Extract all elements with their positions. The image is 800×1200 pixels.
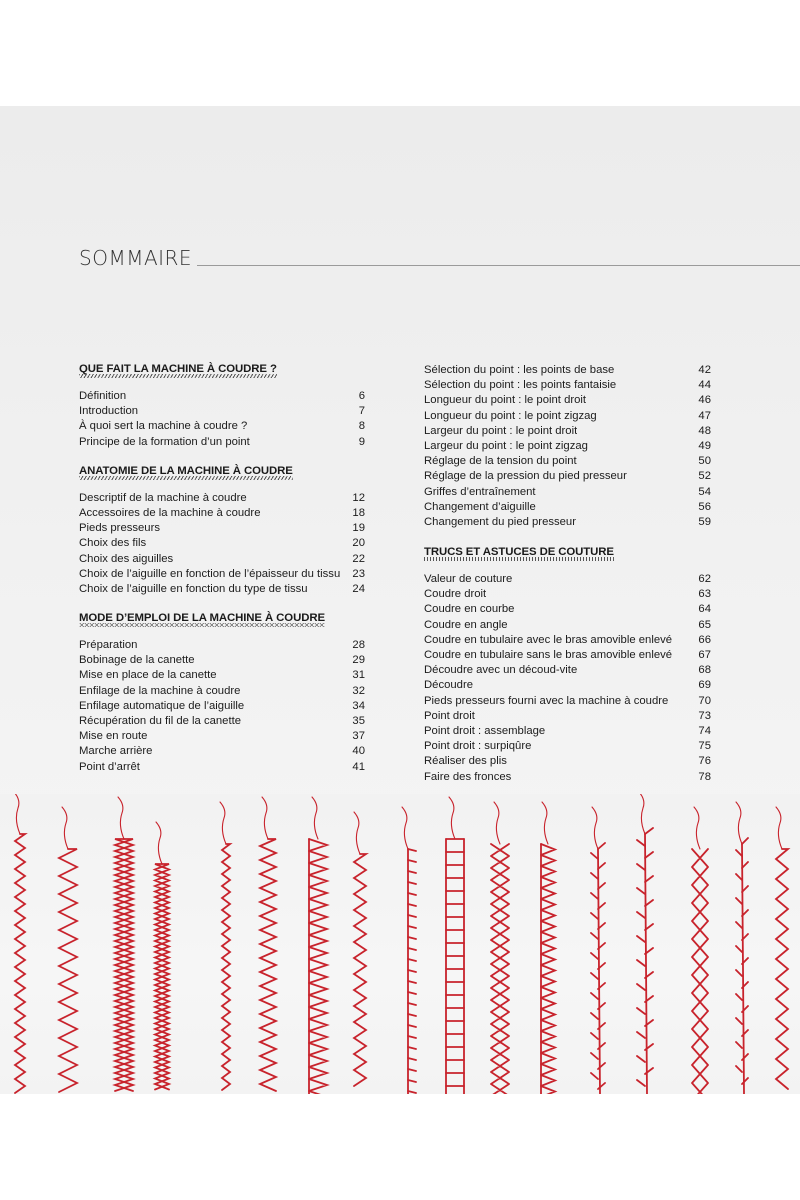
toc-entry-label: Coudre en angle <box>424 618 508 631</box>
stitch-column <box>776 807 788 1089</box>
toc-entry <box>79 684 365 699</box>
toc-entry-label: Choix de l’aiguille en fonction de l’épaisseur du tissu <box>79 567 341 580</box>
title-row <box>79 246 800 276</box>
toc-entry <box>79 729 365 744</box>
toc-entry-label: Point droit <box>424 709 475 722</box>
toc-entries <box>79 638 365 775</box>
toc-entry-label: Largeur du point : le point droit <box>424 424 578 437</box>
toc-entry-label: À quoi sert la machine à coudre ? <box>79 420 248 433</box>
toc-entry <box>424 363 711 378</box>
toc-entry <box>79 744 365 759</box>
toc-entry-page: 52 <box>698 470 711 483</box>
stitch-column <box>59 807 77 1092</box>
toc-entry-page: 68 <box>698 664 711 677</box>
toc-entry-page: 46 <box>698 394 711 407</box>
toc-entries <box>79 389 365 450</box>
toc-entry-label: Descriptif de la machine à coudre <box>79 491 247 504</box>
toc-entry-page: 29 <box>352 654 365 667</box>
toc-entry-label: Introduction <box>79 405 139 418</box>
toc-entry-label: Découdre avec un découd-vite <box>424 664 578 677</box>
toc-entry-label: Point droit : assemblage <box>424 724 546 737</box>
stitch-column <box>155 822 169 1090</box>
toc-section <box>79 612 365 775</box>
toc-entry-page: 23 <box>352 567 365 580</box>
toc-entry-page: 34 <box>352 699 365 712</box>
toc-entry-page: 37 <box>352 730 365 743</box>
section-title: ANATOMIE DE LA MACHINE À COUDRE <box>79 465 293 480</box>
toc-entry <box>424 485 711 500</box>
stitch-column <box>491 802 509 1094</box>
toc-entry-label: Coudre droit <box>424 588 487 601</box>
toc-entry <box>79 760 365 775</box>
toc-entry-label: Longueur du point : le point zigzag <box>424 409 597 422</box>
toc-entry-page: 24 <box>352 582 365 595</box>
toc-entry-page: 44 <box>698 379 711 392</box>
toc-entry <box>424 618 711 633</box>
toc-entry-page: 73 <box>698 709 711 722</box>
toc-entry-page: 56 <box>698 500 711 513</box>
toc-entry <box>424 663 711 678</box>
toc-entry <box>424 409 711 424</box>
toc-entry-label: Définition <box>79 390 127 402</box>
toc-entry <box>424 424 711 439</box>
toc-entry-page: 32 <box>352 684 365 697</box>
toc-entry-label: Pieds presseurs fourni avec la machine à coudre <box>424 694 669 707</box>
toc-entry-page: 76 <box>698 755 711 768</box>
toc-entry-page: 59 <box>698 515 711 528</box>
stitch-column <box>260 797 276 1091</box>
toc-entry-label: Longueur du point : le point droit <box>424 394 587 407</box>
toc-entry-label: Pieds presseurs <box>79 522 160 535</box>
stitch-column <box>14 794 25 1093</box>
toc-entry-page: 8 <box>358 420 365 433</box>
toc-entry-page: 62 <box>698 573 711 586</box>
toc-entry-label: Sélection du point : les points de base <box>424 364 615 376</box>
toc-entry <box>424 754 711 769</box>
section-title: MODE D’EMPLOI DE LA MACHINE À COUDRE <box>79 612 325 627</box>
stitch-column <box>309 797 327 1094</box>
toc-entry-page: 50 <box>698 455 711 468</box>
toc-entry-page: 70 <box>698 694 711 707</box>
toc-entry-page: 7 <box>358 405 365 418</box>
toc-entry <box>424 678 711 693</box>
toc-entry-page: 35 <box>352 715 365 727</box>
toc-entry <box>424 439 711 454</box>
toc-entry-page: 74 <box>698 724 711 737</box>
toc-entry-page: 9 <box>358 435 365 448</box>
toc-entry-page: 64 <box>698 603 711 616</box>
stitch-samples-photo <box>0 794 800 1094</box>
toc-entry <box>424 770 711 785</box>
toc-entry <box>79 653 365 668</box>
stitch-column <box>591 807 605 1094</box>
toc-entry-label: Bobinage de la canette <box>79 654 195 667</box>
toc-entry <box>424 739 711 754</box>
stitch-column <box>220 802 230 1090</box>
toc-entry-label: Sélection du point : les points fantaisie <box>424 379 617 392</box>
toc-entry-label: Choix des aiguilles <box>79 552 174 565</box>
toc-entry <box>424 393 711 408</box>
toc-section <box>79 465 365 597</box>
toc-entry <box>79 552 365 567</box>
toc-entry-label: Réglage de la pression du pied presseur <box>424 470 627 483</box>
toc-entry <box>79 506 365 521</box>
toc-section <box>424 363 711 530</box>
toc-entry-label: Accessoires de la machine à coudre <box>79 506 261 519</box>
toc-entry-label: Récupération du fil de la canette <box>79 715 242 727</box>
toc-entry-page: 67 <box>698 649 711 661</box>
toc-entry <box>424 572 711 587</box>
toc-entry-page: 69 <box>698 679 711 692</box>
toc-entry-label: Largeur du point : le point zigzag <box>424 439 588 452</box>
toc-entry <box>79 536 365 551</box>
toc-section <box>424 546 711 785</box>
toc-entry-label: Mise en route <box>79 730 148 743</box>
toc-entry-page: 31 <box>352 669 365 682</box>
toc-entry <box>79 419 365 434</box>
toc-entry <box>79 582 365 597</box>
toc-entry-page: 42 <box>698 364 711 376</box>
toc-entry <box>424 469 711 484</box>
toc-entry-page: 66 <box>698 633 711 646</box>
stitch-column <box>541 802 555 1094</box>
stitch-column <box>446 797 464 1094</box>
toc-entry-page: 40 <box>352 745 365 758</box>
toc-entry <box>79 638 365 653</box>
toc-entry-label: Découdre <box>424 679 473 692</box>
stitch-column <box>736 802 748 1094</box>
toc-entry-label: Marche arrière <box>79 745 153 758</box>
toc-entry-page: 78 <box>698 770 711 783</box>
toc-entry <box>424 694 711 709</box>
toc-entry <box>424 587 711 602</box>
toc-entry-label: Point droit : surpiqûre <box>424 740 532 753</box>
toc-entry-page: 28 <box>352 639 365 652</box>
toc-entry-page: 49 <box>698 439 711 452</box>
toc-entry-label: Enfilage automatique de l’aiguille <box>79 699 245 712</box>
toc-entry <box>79 389 365 404</box>
page-area <box>0 106 800 1094</box>
toc-entry-page: 48 <box>698 424 711 437</box>
toc-entry <box>79 567 365 582</box>
toc-entry-page: 63 <box>698 588 711 601</box>
toc-entry-label: Préparation <box>79 639 138 652</box>
toc-entry-label: Point d’arrêt <box>79 760 140 773</box>
toc-entries <box>424 572 711 785</box>
toc-entry-page: 47 <box>698 409 711 422</box>
toc-entry <box>424 633 711 648</box>
toc-entry-page: 20 <box>352 537 365 550</box>
toc-entry-page: 22 <box>352 552 365 565</box>
toc-section <box>79 363 365 450</box>
toc-column-left <box>79 363 365 790</box>
toc-entry <box>79 404 365 419</box>
toc-entry-label: Réglage de la tension du point <box>424 455 577 468</box>
toc-entry-label: Mise en place de la canette <box>79 669 217 682</box>
toc-entry-label: Choix de l’aiguille en fonction du type de tissu <box>79 582 308 595</box>
toc-entry-page: 18 <box>352 506 365 519</box>
stitch-column <box>692 807 708 1094</box>
toc-entry-label: Coudre en tubulaire sans le bras amovible enlevé <box>424 649 673 661</box>
toc-entry-label: Griffes d’entraînement <box>424 485 536 498</box>
toc-entry <box>424 500 711 515</box>
toc-entry-label: Coudre en courbe <box>424 603 515 616</box>
toc-entry-page: 65 <box>698 618 711 631</box>
toc-entry-page: 19 <box>352 522 365 535</box>
toc-entry <box>424 724 711 739</box>
toc-entry <box>424 378 711 393</box>
toc-entry-page: 12 <box>352 491 365 504</box>
stitch-samples-image <box>0 794 800 1094</box>
toc-entry-label: Valeur de couture <box>424 573 513 586</box>
toc-entry <box>79 699 365 714</box>
toc-entry <box>424 515 711 530</box>
toc-entry-label: Principe de la formation d’un point <box>79 435 250 448</box>
toc-entry <box>424 602 711 617</box>
toc-entry-label: Choix des fils <box>79 537 147 550</box>
toc-entry <box>79 668 365 683</box>
toc-entry-label: Coudre en tubulaire avec le bras amovible enlevé <box>424 633 673 646</box>
toc-entry <box>424 648 711 663</box>
toc-entry-label: Changement du pied presseur <box>424 515 576 528</box>
toc-entry <box>79 714 365 729</box>
page-title: SOMMAIRE <box>79 246 193 270</box>
stitch-column <box>637 794 653 1094</box>
toc-entry-label: Faire des fronces <box>424 770 512 783</box>
stitch-column <box>402 807 416 1094</box>
toc-entry-page: 6 <box>358 390 365 402</box>
toc-column-right <box>424 363 711 800</box>
section-title: TRUCS ET ASTUCES DE COUTURE <box>424 546 614 561</box>
toc-entry-page: 75 <box>698 740 711 753</box>
toc-entry <box>79 521 365 536</box>
title-rule <box>197 265 800 266</box>
toc-entry <box>79 491 365 506</box>
toc-entry-page: 54 <box>698 485 711 498</box>
toc-entry-label: Enfilage de la machine à coudre <box>79 684 241 697</box>
section-title: QUE FAIT LA MACHINE À COUDRE ? <box>79 363 277 378</box>
toc-entry <box>424 709 711 724</box>
toc-entries <box>79 491 365 597</box>
toc-entry <box>79 435 365 450</box>
toc-entry-page: 41 <box>352 760 365 773</box>
toc-entries <box>424 363 711 530</box>
toc-entry-label: Changement d’aiguille <box>424 500 536 513</box>
stitch-column <box>354 812 366 1086</box>
toc-entry-label: Réaliser des plis <box>424 755 507 768</box>
stitch-column <box>115 797 133 1091</box>
toc-entry <box>424 454 711 469</box>
